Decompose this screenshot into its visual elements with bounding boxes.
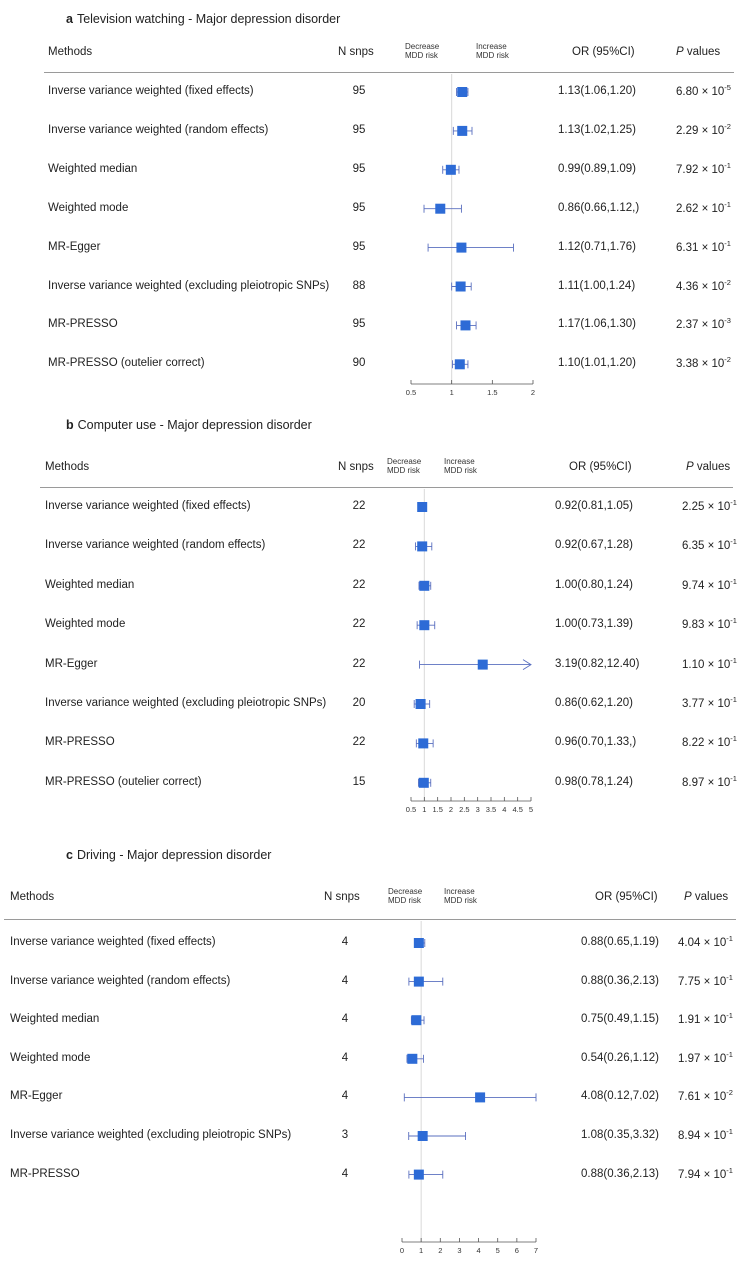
p-value-exponent: -1 (730, 773, 737, 783)
estimate-row (411, 1015, 424, 1025)
increase-risk-line: MDD risk (476, 51, 509, 60)
or-ci-value: 0.88(0.36,2.13) (581, 1167, 660, 1180)
p-value (682, 656, 737, 671)
p-value-base: 2.29 × 10 (676, 124, 725, 137)
nsnps-value: 4 (341, 1013, 349, 1026)
point-estimate-marker (417, 502, 427, 512)
increase-risk-line: Increase (476, 42, 507, 51)
nsnps-value: 95 (352, 85, 366, 97)
nsnps-value: 4 (341, 936, 349, 948)
or-ci-value: 1.10(1.01,1.20) (558, 357, 637, 370)
point-estimate-marker (414, 977, 424, 987)
or-ci-value: 3.19(0.82,12.40) (555, 657, 640, 670)
point-estimate-marker (411, 1015, 421, 1025)
x-tick-label: 0.5 (405, 388, 417, 397)
x-tick-label: 6 (514, 1246, 519, 1255)
p-value-exponent: -1 (730, 616, 737, 626)
nsnps-value: 95 (352, 201, 366, 214)
nsnps-value: 95 (352, 162, 366, 175)
nsnps-value: 22 (352, 657, 366, 670)
p-value (678, 1088, 733, 1103)
point-estimate-marker (435, 204, 445, 214)
p-value-base: 7.92 × 10 (676, 163, 725, 176)
p-value (682, 774, 737, 789)
p-value-exponent: -1 (730, 734, 737, 744)
method-label: MR-PRESSO (48, 318, 118, 331)
p-value-base: 1.10 × 10 (682, 658, 731, 671)
point-estimate-marker (455, 359, 465, 369)
x-tick-label: 7 (533, 1246, 539, 1255)
p-value-base: 8.94 × 10 (678, 1130, 727, 1142)
x-tick-label: 1.5 (432, 805, 443, 814)
nsnps-value: 4 (341, 1090, 349, 1103)
p-value-exponent: -1 (724, 238, 731, 248)
decrease-risk-line: MDD risk (387, 466, 420, 475)
p-value-exponent: -1 (730, 537, 737, 547)
p-value (678, 1011, 733, 1026)
estimate-row (443, 165, 459, 175)
x-tick-label: 2 (438, 1246, 443, 1255)
x-tick-label: 1 (449, 388, 454, 397)
method-label: Weighted mode (10, 1051, 91, 1064)
p-value-exponent: -1 (726, 1049, 733, 1059)
p-value (676, 122, 731, 137)
p-value (678, 934, 733, 949)
p-value-base: 2.25 × 10 (682, 501, 731, 513)
p-values-word: values (691, 891, 729, 903)
method-label: Inverse variance weighted (fixed effects) (10, 936, 216, 948)
p-value-exponent: -2 (724, 277, 731, 287)
x-tick-label: 3 (457, 1246, 462, 1255)
point-estimate-marker (460, 320, 470, 330)
method-label: MR-PRESSO (outelier correct) (48, 357, 205, 370)
p-value-exponent: -3 (724, 316, 731, 326)
point-estimate-marker (419, 620, 429, 630)
panel-title-text: Television watching - Major depression disorder (76, 12, 341, 26)
p-value-exponent: -2 (726, 1088, 733, 1098)
increase-risk-line: MDD risk (444, 466, 477, 475)
x-tick-label: 0.5 (405, 805, 417, 814)
p-value-exponent: -1 (730, 655, 737, 665)
point-estimate-marker (417, 541, 427, 551)
p-value-base: 2.37 × 10 (676, 319, 725, 332)
nsnps-value: 22 (352, 618, 366, 631)
x-tick-label: 1.5 (487, 388, 498, 397)
estimate-row (417, 620, 435, 630)
point-estimate-marker (457, 87, 467, 97)
p-value-base: 9.74 × 10 (682, 579, 731, 592)
or-ci-value: 0.92(0.67,1.28) (555, 539, 634, 552)
or-ci-value: 4.08(0.12,7.02) (581, 1090, 660, 1103)
methods-header: Methods (10, 891, 55, 903)
estimate-row (414, 699, 429, 709)
estimate-row (416, 541, 432, 551)
nsnps-value: 95 (352, 240, 366, 253)
p-value-exponent: -5 (724, 83, 731, 92)
point-estimate-marker (457, 126, 467, 136)
or-ci-value: 0.54(0.26,1.12) (581, 1051, 660, 1064)
nsnps-value: 3 (341, 1129, 349, 1141)
x-tick-label: 2 (530, 388, 536, 397)
p-value-exponent: -1 (726, 1165, 733, 1175)
panel-title-text: Driving - Major depression disorder (76, 848, 272, 862)
point-estimate-marker (407, 1054, 417, 1064)
p-value-exponent: -1 (724, 160, 731, 170)
p-value (682, 577, 737, 592)
p-value-base: 7.61 × 10 (678, 1091, 727, 1104)
p-value-base: 2.62 × 10 (676, 202, 725, 215)
nsnps-value: 88 (352, 279, 366, 292)
p-value (682, 695, 737, 710)
method-label: Inverse variance weighted (random effects) (10, 974, 231, 987)
x-tick-label: 4 (476, 1246, 481, 1255)
p-value (678, 1166, 733, 1181)
estimate-row (416, 738, 433, 748)
estimate-row (452, 359, 467, 369)
method-label: Inverse variance weighted (excluding pleiotropic SNPs) (10, 1129, 292, 1141)
or-ci-value: 1.13(1.06,1.20) (558, 85, 637, 97)
or-ci-value: 1.17(1.06,1.30) (558, 318, 637, 331)
p-value-exponent: -1 (730, 498, 737, 507)
method-label: Inverse variance weighted (excluding pleiotropic SNPs) (48, 279, 330, 292)
p-value (682, 498, 737, 513)
estimate-row (418, 778, 430, 788)
method-label: Inverse variance weighted (fixed effects) (48, 85, 254, 97)
p-value (682, 616, 737, 631)
or-ci-value: 0.96(0.70,1.33,) (555, 736, 637, 749)
p-value-base: 9.83 × 10 (682, 619, 731, 632)
method-label: Weighted median (10, 1013, 100, 1026)
p-value-base: 1.97 × 10 (678, 1052, 727, 1065)
methods-header: Methods (45, 461, 90, 473)
estimate-row (409, 977, 443, 987)
nsnps-value: 95 (352, 123, 366, 136)
p-value-base: 8.97 × 10 (682, 776, 731, 789)
point-estimate-marker (456, 243, 466, 253)
point-estimate-marker (478, 660, 488, 670)
x-tick-label: 0 (399, 1246, 405, 1255)
x-tick-label: 4 (502, 805, 507, 814)
increase-risk-line: Increase (444, 457, 475, 466)
or-ci-value: 0.88(0.65,1.19) (581, 936, 660, 948)
or-ci-value: 1.00(0.73,1.39) (555, 618, 634, 631)
p-italic: P (684, 891, 692, 903)
estimate-row (404, 1092, 536, 1102)
p-value-base: 6.31 × 10 (676, 241, 725, 254)
point-estimate-marker (418, 738, 428, 748)
estimate-row (453, 126, 472, 136)
point-estimate-marker (456, 282, 466, 292)
nsnps-value: 95 (352, 318, 366, 331)
estimate-row (414, 938, 425, 948)
nsnps-header: N snps (338, 46, 374, 58)
x-tick-label: 2.5 (459, 805, 470, 814)
or-ci-value: 1.08(0.35,3.32) (581, 1129, 660, 1141)
method-label: MR-PRESSO (outelier correct) (45, 775, 202, 788)
panel-letter: b (66, 418, 74, 432)
method-label: MR-Egger (10, 1090, 63, 1103)
point-estimate-marker (419, 581, 429, 591)
p-value-base: 6.80 × 10 (676, 86, 725, 98)
p-value (676, 239, 731, 254)
p-value (676, 161, 731, 176)
or-ci-header: OR (95%CI) (572, 46, 635, 58)
nsnps-value: 22 (352, 500, 366, 512)
decrease-risk-line: Decrease (405, 42, 440, 51)
method-label: MR-Egger (48, 240, 101, 253)
nsnps-value: 15 (352, 775, 366, 788)
or-ci-value: 1.13(1.02,1.25) (558, 123, 637, 136)
method-label: Weighted mode (45, 618, 126, 631)
p-value-base: 6.35 × 10 (682, 540, 731, 553)
point-estimate-marker (418, 1131, 428, 1141)
methods-header: Methods (48, 46, 93, 58)
p-value-exponent: -2 (724, 121, 731, 131)
or-ci-value: 0.88(0.36,2.13) (581, 974, 660, 987)
method-label: Weighted median (45, 578, 135, 591)
p-value-exponent: -1 (726, 1011, 733, 1021)
or-ci-value: 1.00(0.80,1.24) (555, 578, 634, 591)
point-estimate-marker (414, 1170, 424, 1180)
p-value (678, 1127, 733, 1142)
increase-risk-line: Increase (444, 887, 475, 896)
p-value (676, 278, 731, 293)
p-value (676, 355, 731, 370)
increase-risk-line: MDD risk (444, 896, 477, 905)
p-value (676, 316, 731, 331)
p-value-exponent: -1 (726, 934, 733, 943)
nsnps-value: 4 (341, 1167, 349, 1180)
point-estimate-marker (419, 778, 429, 788)
p-value (678, 973, 733, 988)
p-value-base: 1.91 × 10 (678, 1014, 727, 1027)
point-estimate-marker (416, 699, 426, 709)
nsnps-header: N snps (338, 461, 374, 473)
p-value (678, 1050, 733, 1065)
decrease-risk-line: MDD risk (405, 51, 438, 60)
p-value-base: 7.75 × 10 (678, 975, 727, 988)
p-value (682, 537, 737, 552)
method-label: Inverse variance weighted (random effects) (45, 539, 266, 552)
method-label: Inverse variance weighted (excluding pleiotropic SNPs) (45, 697, 327, 709)
estimate-row (428, 243, 513, 253)
method-label: MR-PRESSO (10, 1167, 80, 1180)
nsnps-value: 4 (341, 974, 349, 987)
estimate-row (424, 204, 461, 214)
p-italic: P (676, 46, 684, 58)
estimate-row (409, 1131, 466, 1141)
x-tick-label: 5 (528, 805, 534, 814)
panel-c (0, 845, 743, 1266)
point-estimate-marker (446, 165, 456, 175)
or-ci-header: OR (95%CI) (569, 461, 632, 473)
p-value-exponent: -1 (730, 695, 737, 704)
p-value-base: 4.04 × 10 (678, 937, 727, 949)
p-value-exponent: -1 (730, 576, 737, 586)
p-value-base: 7.94 × 10 (678, 1168, 727, 1181)
point-estimate-marker (414, 938, 424, 948)
p-value-exponent: -2 (724, 355, 731, 365)
nsnps-value: 22 (352, 539, 366, 552)
estimate-row (452, 282, 472, 292)
x-tick-label: 3.5 (485, 805, 497, 814)
estimate-row (417, 502, 427, 512)
or-ci-value: 1.12(0.71,1.76) (558, 240, 637, 253)
or-ci-value: 0.92(0.81,1.05) (555, 500, 634, 512)
p-values-word: values (683, 46, 721, 58)
method-label: MR-PRESSO (45, 736, 115, 749)
p-value-exponent: -1 (726, 1127, 733, 1136)
estimate-row (457, 87, 468, 97)
x-tick-label: 3 (475, 805, 480, 814)
or-ci-value: 0.99(0.89,1.09) (558, 162, 637, 175)
nsnps-value: 20 (352, 697, 366, 709)
or-ci-value: 0.86(0.62,1.20) (555, 697, 634, 709)
p-italic: P (686, 461, 694, 473)
x-tick-label: 1 (419, 1246, 424, 1255)
x-tick-label: 2 (448, 805, 454, 814)
p-value (676, 83, 731, 98)
or-ci-header: OR (95%CI) (595, 891, 658, 903)
estimate-row (420, 660, 531, 670)
panel-letter: c (66, 848, 73, 862)
p-value-base: 8.22 × 10 (682, 737, 731, 750)
x-tick-label: 5 (495, 1246, 500, 1255)
p-value-base: 3.77 × 10 (682, 698, 731, 710)
panel-b (0, 414, 743, 825)
decrease-risk-line: Decrease (387, 457, 422, 466)
or-ci-value: 1.11(1.00,1.24) (558, 279, 636, 292)
or-ci-value: 0.86(0.66,1.12,) (558, 201, 640, 214)
nsnps-header: N snps (324, 891, 360, 903)
or-ci-value: 0.75(0.49,1.15) (581, 1013, 660, 1026)
panel-title-text: Computer use - Major depression disorder (77, 418, 312, 432)
p-value (676, 200, 731, 215)
method-label: Weighted mode (48, 201, 129, 214)
p-value-base: 3.38 × 10 (676, 358, 725, 371)
x-tick-label: 4.5 (512, 805, 523, 814)
method-label: MR-Egger (45, 657, 98, 670)
panel-letter: a (66, 12, 73, 26)
x-tick-label: 1 (422, 805, 427, 814)
p-values-word: values (693, 461, 731, 473)
method-label: Inverse variance weighted (random effects) (48, 123, 269, 136)
p-value (682, 734, 737, 749)
p-value-base: 4.36 × 10 (676, 280, 725, 293)
nsnps-value: 22 (352, 736, 366, 749)
point-estimate-marker (475, 1092, 485, 1102)
nsnps-value: 90 (352, 357, 366, 370)
method-label: Inverse variance weighted (fixed effects) (45, 500, 251, 512)
estimate-row (457, 320, 477, 330)
p-value-exponent: -1 (724, 199, 731, 209)
decrease-risk-line: MDD risk (388, 896, 421, 905)
decrease-risk-line: Decrease (388, 887, 423, 896)
nsnps-value: 22 (352, 578, 366, 591)
p-value-exponent: -1 (726, 972, 733, 982)
estimate-row (419, 581, 431, 591)
or-ci-value: 0.98(0.78,1.24) (555, 775, 634, 788)
panel-a (0, 8, 743, 408)
estimate-row (409, 1170, 443, 1180)
method-label: Weighted median (48, 162, 138, 175)
nsnps-value: 4 (341, 1051, 349, 1064)
